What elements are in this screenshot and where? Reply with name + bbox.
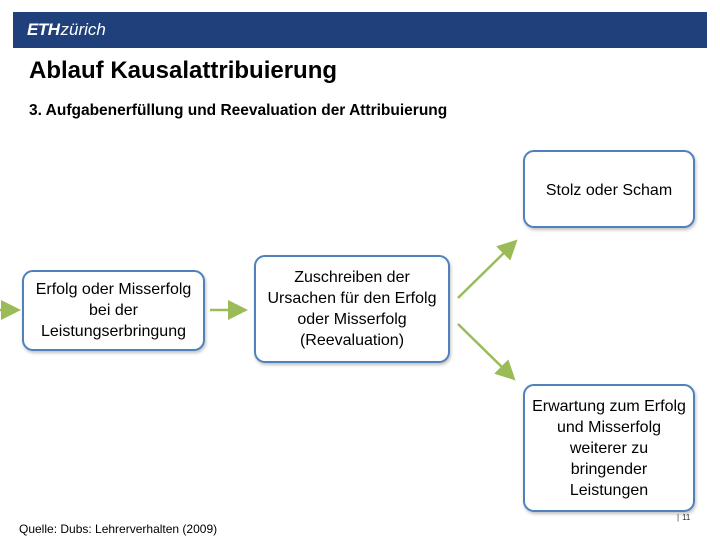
slide-subtitle: 3. Aufgabenerfüllung und Reevaluation der Attribuierung xyxy=(29,102,448,119)
logo-eth-text: ETH xyxy=(27,20,60,39)
box-3-text: Stolz oder Scham xyxy=(545,182,673,199)
page-number-value: 11 xyxy=(682,513,691,522)
arrow-box-2-to-box-3 xyxy=(458,243,514,298)
box-erwartung xyxy=(523,384,695,512)
page-number xyxy=(677,513,690,523)
box-erfolg-misserfolg xyxy=(22,270,205,351)
box-zuschreiben-ursachen xyxy=(254,255,450,363)
box-1-text: Erfolg oder Misserfolg bei der Leistungserbringung xyxy=(35,281,192,340)
logo-zurich-text: zürich xyxy=(60,20,106,39)
arrow-box-2-to-box-4 xyxy=(458,324,512,377)
page-separator: | xyxy=(677,513,680,522)
box-4-text: Erwartung zum Erfolg und Misserfolg weiterer zu bringender Leistungen xyxy=(532,397,686,499)
box-2-text: Zuschreiben der Ursachen für den Erfolg oder Misserfolg (Reevaluation) xyxy=(267,269,437,349)
box-stolz-scham xyxy=(523,150,695,228)
source-citation: Quelle: Dubs: Lehrerverhalten (2009) xyxy=(19,522,218,536)
slide-title: Ablauf Kausalattribuierung xyxy=(29,57,338,84)
